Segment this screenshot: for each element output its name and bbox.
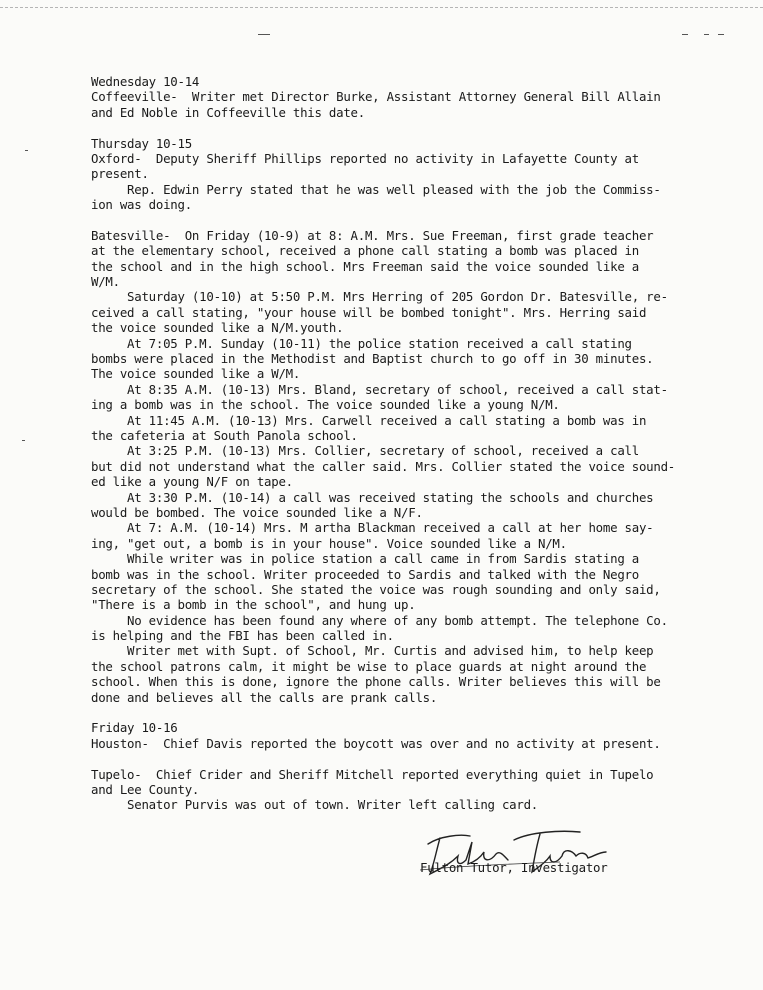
- report-line: At 3:25 P.M. (10-13) Mrs. Collier, secretary of school, received a call: [91, 443, 639, 459]
- report-line: W/M.: [91, 274, 120, 290]
- report-line: the school and in the high school. Mrs Freeman said the voice sounded like a: [91, 258, 639, 274]
- report-line: Coffeeville- Writer met Director Burke, Assistant Attorney General Bill Allain: [91, 89, 661, 105]
- report-line: At 3:30 P.M. (10-14) a call was received stating the schools and churches: [91, 489, 654, 505]
- report-line: Wednesday 10-14: [91, 74, 200, 89]
- report-line: Thursday 10-15: [91, 135, 192, 151]
- scan-speck: [22, 440, 25, 441]
- report-line: ed like a young N/F on tape.: [91, 474, 293, 490]
- report-line: Saturday (10-10) at 5:50 P.M. Mrs Herring of 205 Gordon Dr. Batesville, re-: [91, 289, 668, 305]
- report-line: While writer was in police station a call came in from Sardis stating a: [91, 551, 639, 567]
- report-line: At 8:35 A.M. (10-13) Mrs. Bland, secretary of school, received a call stat-: [91, 381, 668, 397]
- scan-speck: [682, 34, 688, 35]
- report-line: the cafeteria at South Panola school.: [91, 427, 358, 443]
- report-line: "There is a bomb in the school", and hung up.: [91, 597, 416, 613]
- report-line: ing a bomb was in the school. The voice sounded like a young N/M.: [91, 397, 560, 413]
- paragraph-gap: [91, 120, 711, 135]
- report-line: done and believes all the calls are prank calls.: [91, 689, 438, 705]
- report-line: At 7: A.M. (10-14) Mrs. M artha Blackman received a call at her home say-: [91, 520, 654, 536]
- scan-speck: [258, 34, 270, 35]
- report-line: Rep. Edwin Perry stated that he was well pleased with the job the Commiss-: [91, 181, 661, 197]
- scan-speck: [25, 150, 28, 151]
- report-line: Friday 10-16: [91, 720, 178, 736]
- report-line: but did not understand what the caller said. Mrs. Collier stated the voice sound-: [91, 458, 675, 474]
- report-line: secretary of the school. She stated the voice was rough sounding and only said,: [91, 581, 661, 597]
- report-line: The voice sounded like a W/M.: [91, 366, 301, 382]
- report-line: present.: [91, 166, 149, 182]
- report-line: Tupelo- Chief Crider and Sheriff Mitchell reported everything quiet in Tupelo: [91, 766, 654, 782]
- signature-caption: Fulton Tutor, Investigator: [420, 860, 608, 875]
- report-line: the school patrons calm, it might be wise to place guards at night around the: [91, 658, 647, 674]
- report-body: [91, 74, 711, 813]
- paragraph-gap: [91, 213, 711, 228]
- report-line: at the elementary school, received a phone call stating a bomb was placed in: [91, 243, 639, 259]
- scan-speck: [718, 34, 724, 35]
- paragraph-gap: [91, 705, 711, 720]
- report-line: Writer met with Supt. of School, Mr. Curtis and advised him, to help keep: [91, 643, 654, 659]
- report-line: the voice sounded like a N/M.youth.: [91, 320, 344, 336]
- report-line: is helping and the FBI has been called in.: [91, 628, 394, 644]
- report-line: No evidence has been found any where of any bomb attempt. The telephone Co.: [91, 612, 668, 628]
- report-line: would be bombed. The voice sounded like a N/F.: [91, 504, 423, 520]
- scan-top-border: [0, 0, 763, 8]
- report-line: Houston- Chief Davis reported the boycott was over and no activity at present.: [91, 735, 661, 751]
- report-line: bomb was in the school. Writer proceeded to Sardis and talked with the Negro: [91, 566, 639, 582]
- report-line: Senator Purvis was out of town. Writer left calling card.: [91, 797, 539, 813]
- report-line: Batesville- On Friday (10-9) at 8: A.M. Mrs. Sue Freeman, first grade teacher: [91, 227, 654, 243]
- report-line: ing, "get out, a bomb is in your house". Voice sounded like a N/M.: [91, 535, 567, 551]
- report-line: and Ed Noble in Coffeeville this date.: [91, 104, 365, 120]
- report-line: bombs were placed in the Methodist and Baptist church to go off in 30 minutes.: [91, 351, 654, 367]
- scan-speck: [704, 34, 709, 35]
- report-line: school. When this is done, ignore the phone calls. Writer believes this will be: [91, 674, 661, 690]
- paragraph-gap: [91, 751, 711, 766]
- report-line: and Lee County.: [91, 781, 200, 797]
- report-line: ceived a call stating, "your house will be bombed tonight". Mrs. Herring said: [91, 304, 647, 320]
- report-line: Oxford- Deputy Sheriff Phillips reported no activity in Lafayette County at: [91, 150, 639, 166]
- report-line: At 7:05 P.M. Sunday (10-11) the police station received a call stating: [91, 335, 632, 351]
- report-line: ion was doing.: [91, 197, 192, 213]
- handwritten-signature: [400, 822, 640, 892]
- report-line: At 11:45 A.M. (10-13) Mrs. Carwell received a call stating a bomb was in: [91, 412, 647, 428]
